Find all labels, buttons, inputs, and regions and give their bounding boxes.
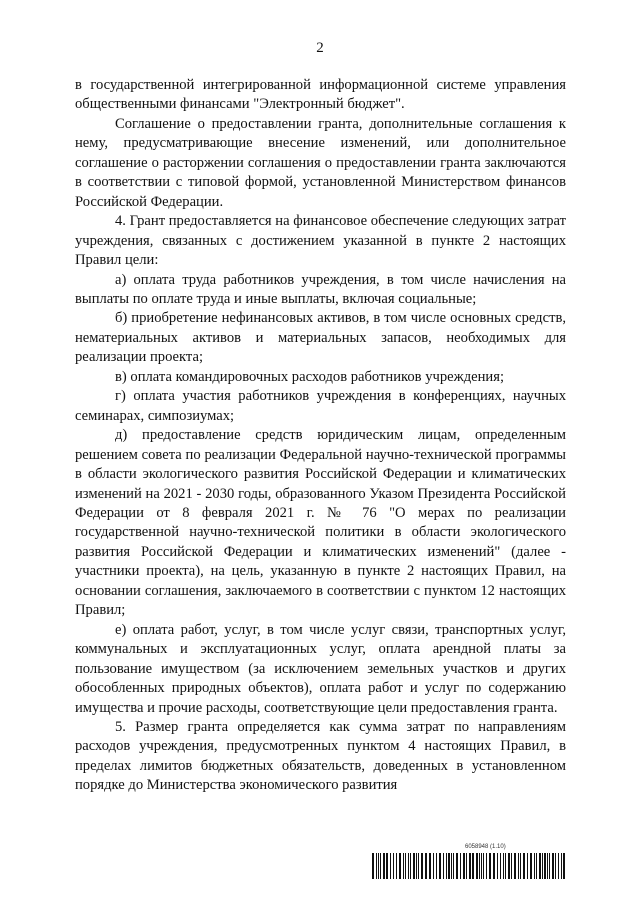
barcode-bar xyxy=(542,853,543,879)
barcode-bar xyxy=(383,853,385,879)
barcode-bar xyxy=(456,853,458,879)
barcode-bar xyxy=(421,853,423,879)
paragraph-item-5: 5. Размер гранта определяется как сумма затрат по направлениям расходов учреждения, предусмотренных пунктом 4 настоящих Правил, в пределах лимитов бюджетных обязательств, доведенных в установленном порядке до Министерства экономического развития xyxy=(75,718,566,794)
paragraph-item-4: 4. Грант предоставляется на финансовое обеспечение следующих затрат учреждения, связанных с достижением указанной в пункте 2 настоящих Правил цели: xyxy=(75,213,566,269)
barcode-bar xyxy=(446,853,447,879)
list-item-g: г) оплата участия работников учреждения в конференциях, научных семинарах, симпозиумах; xyxy=(75,388,566,424)
page-number: 2 xyxy=(316,40,324,56)
barcode-bar xyxy=(448,853,450,879)
barcode-bar xyxy=(378,853,379,879)
list-item-a: а) оплата труда работников учреждения, в том числе начисления на выплаты по оплате труда и иные выплаты, включая социальные; xyxy=(75,271,566,307)
barcode-bar xyxy=(463,853,465,879)
barcode-bar xyxy=(520,853,521,879)
barcode-bar xyxy=(460,853,461,879)
barcode-bar xyxy=(503,853,504,879)
barcode-bar xyxy=(486,853,487,879)
list-item-b: б) приобретение нефинансовых активов, в том числе основных средств, нематериальных активов и материальных запасов, необходимых для реализации проекта; xyxy=(75,310,566,366)
barcode-bar xyxy=(390,853,391,879)
barcode-bar xyxy=(549,853,550,879)
barcode-bar xyxy=(547,853,548,879)
barcode-bar xyxy=(425,853,427,879)
barcode-bar xyxy=(436,853,437,879)
barcode-bar xyxy=(508,853,510,879)
paragraph-continuation: в государственной интегрированной информационной системе управления общественными финансами "Электронный бюджет". xyxy=(75,77,566,113)
barcode-bar xyxy=(376,853,377,879)
barcode-bar xyxy=(523,853,525,879)
barcode-bar xyxy=(413,853,415,879)
barcode-bar xyxy=(380,853,381,879)
paragraph-agreement: Соглашение о предоставлении гранта, дополнительные соглашения к нему, предусматривающие внесение изменений, или дополнительное соглашение о расторжении соглашения о предоставлении гранта заключаются в соответствии с типовой формой, установленной Министерством финансов Российской Федерации. xyxy=(75,115,566,210)
barcode-bar xyxy=(555,853,556,879)
barcode-bar xyxy=(561,853,562,879)
barcode-bar xyxy=(479,853,480,879)
barcode-bar xyxy=(544,853,546,879)
list-item-d: д) предоставление средств юридическим лицам, определенным решением совета по реализации Федеральной научно-технической программы в области экологического развития Российской Федерации и климатических изменений на 2021 - 2030 годы, образованного Указом Президента Российской Федерации от 8 февраля 2021 г. № 76 "О мерах по реализации государственной научно-технической политики в области экологического развития Российской Федерации и климатических изменений" (далее - участники проекта), на цель, указанную в пункте 2 настоящих Правил, на основании соглашения, заключаемого в соответствии с пунктом 12 настоящих Правил; xyxy=(75,427,566,619)
barcode-bar xyxy=(505,853,506,879)
barcode-bar xyxy=(466,853,467,879)
barcode-bar xyxy=(558,853,559,879)
barcode-bar xyxy=(481,853,482,879)
barcode-bar xyxy=(396,853,397,879)
barcode-bar xyxy=(429,853,431,879)
barcode-bar xyxy=(493,853,495,879)
barcode-bar xyxy=(399,853,401,879)
barcode-bar xyxy=(552,853,554,879)
barcode-bar xyxy=(393,853,394,879)
barcode-bar xyxy=(527,853,528,879)
barcode-bar xyxy=(497,853,498,879)
barcode-bar xyxy=(439,853,441,879)
barcode-bar xyxy=(500,853,501,879)
barcode-bar xyxy=(410,853,411,879)
list-item-e: е) оплата работ, услуг, в том числе услуг связи, транспортных услуг, коммунальных и эксплуатационных услуг, оплата арендной платы за пользование имуществом (за исключением земельных участков и других обособленных природных объектов), оплата работ и услуг по содержанию имущества и прочие расходы, соответствующие цели предоставления гранта. xyxy=(75,621,566,716)
barcode-bar xyxy=(386,853,388,879)
barcode-bar xyxy=(403,853,404,879)
document-body xyxy=(75,76,566,796)
document-code: 6058948 (1.10) xyxy=(465,844,506,850)
barcode-bar xyxy=(418,853,419,879)
barcode-bar xyxy=(514,853,516,879)
barcode-bar xyxy=(405,853,406,879)
barcode-bar xyxy=(536,853,537,879)
barcode-image xyxy=(372,853,566,879)
barcode-bar xyxy=(451,853,452,879)
barcode-bar xyxy=(408,853,409,879)
barcode-bar xyxy=(433,853,434,879)
barcode-bar xyxy=(534,853,535,879)
barcode-bar xyxy=(416,853,417,879)
barcode-bar xyxy=(518,853,519,879)
barcode-bar xyxy=(539,853,541,879)
barcode-bar xyxy=(483,853,484,879)
barcode-bar xyxy=(476,853,478,879)
barcode-bar xyxy=(453,853,454,879)
barcode-bar xyxy=(511,853,512,879)
barcode-bar xyxy=(489,853,491,879)
barcode-bar xyxy=(530,853,532,879)
barcode-bar xyxy=(469,853,471,879)
barcode-bar xyxy=(443,853,444,879)
barcode-bar xyxy=(472,853,474,879)
list-item-v: в) оплата командировочных расходов работников учреждения; xyxy=(115,368,505,385)
barcode-bar xyxy=(563,853,565,879)
barcode-bar xyxy=(372,853,374,879)
